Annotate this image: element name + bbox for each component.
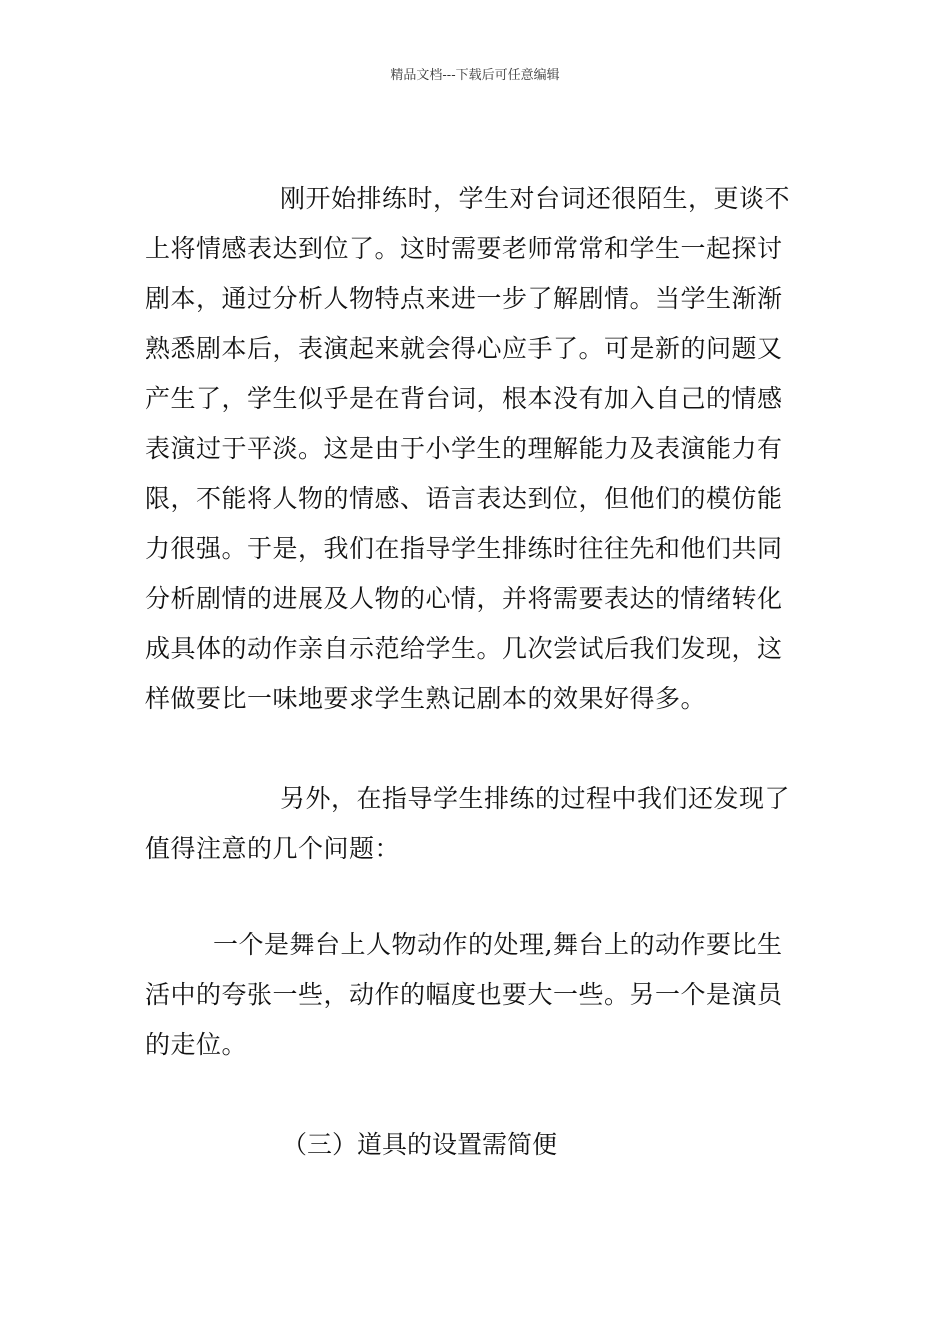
paragraph-line: 成具体的动作亲自示范给学生。几次尝试后我们发现，这 (145, 634, 783, 663)
paragraph-line: 上将情感表达到位了。这时需要老师常常和学生一起探讨 (145, 234, 783, 263)
paragraph-line: 分析剧情的进展及人物的心情，并将需要表达的情绪转化 (145, 584, 783, 613)
paragraph-line: 活中的夸张一些，动作的幅度也要大一些。另一个是演员 (145, 980, 783, 1009)
paragraph-line: 样做要比一味地要求学生熟记剧本的效果好得多。 (145, 684, 707, 713)
paragraph-line: 限，不能将人物的情感、语言表达到位，但他们的模仿能 (145, 484, 783, 513)
paragraph-line: 剧本，通过分析人物特点来进一步了解剧情。当学生渐渐 (145, 284, 783, 313)
paragraph-line: 另外，在指导学生排练的过程中我们还发现了 (280, 784, 791, 813)
paragraph-line: 的走位。 (145, 1030, 248, 1059)
paragraph-line: 值得注意的几个问题： (145, 834, 401, 863)
paragraph-line: 表演过于平淡。这是由于小学生的理解能力及表演能力有 (145, 434, 783, 463)
page-header: 精品文档---下载后可任意编辑 (390, 68, 560, 83)
paragraph-line: 刚开始排练时，学生对台词还很陌生，更谈不 (280, 184, 791, 213)
paragraph-line: 产生了，学生似乎是在背台词，根本没有加入自己的情感 (145, 384, 783, 413)
paragraph-line: 熟悉剧本后，表演起来就会得心应手了。可是新的问题又 (145, 334, 783, 363)
section-heading: （三）道具的设置需简便 (282, 1130, 558, 1159)
paragraph-stage-movement (145, 920, 815, 1070)
paragraph-rehearsal (145, 174, 815, 724)
paragraph-line: 力很强。于是，我们在指导学生排练时往往先和他们共同 (145, 534, 783, 563)
paragraph-issues-intro (145, 774, 815, 874)
paragraph-line: 一个是舞台上人物动作的处理,舞台上的动作要比生 (213, 930, 783, 959)
